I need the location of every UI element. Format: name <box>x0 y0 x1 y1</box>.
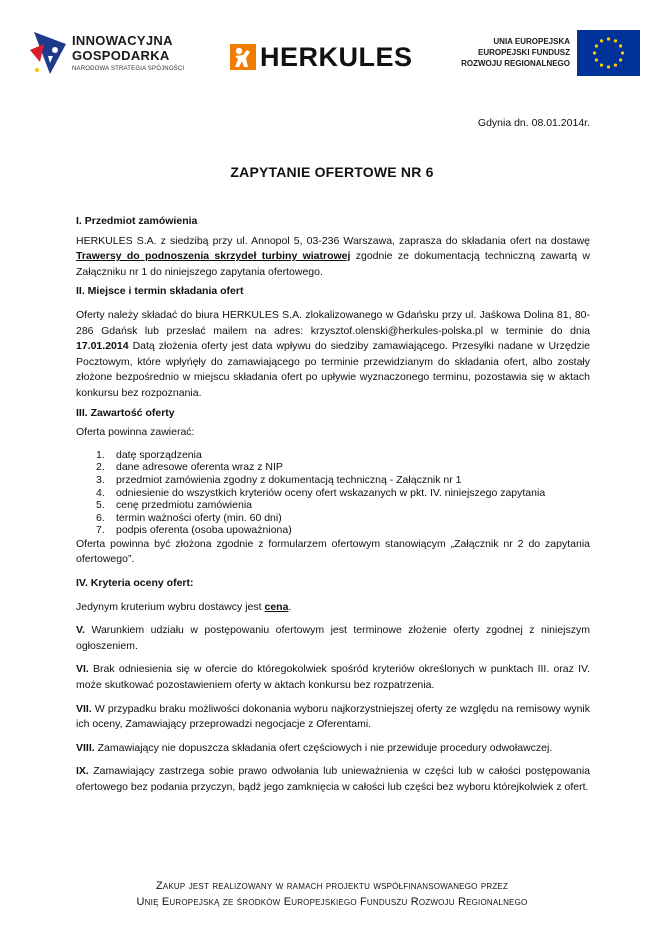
section-4-heading: IV. Kryteria oceny ofert: <box>76 577 194 590</box>
list-item-number: 1. <box>96 448 105 461</box>
list-item-text: datę sporządzenia <box>116 448 202 461</box>
order-subject: Trawersy do podnoszenia skrzydeł turbiny wiatrowej <box>76 250 351 263</box>
herkules-wordmark: HERKULES <box>260 42 413 72</box>
section-3-intro: Oferta powinna zawierać: <box>76 426 195 439</box>
section-7-label: VII. <box>76 702 92 715</box>
section-8 <box>76 741 590 757</box>
section-4-text-a: Jedynym kruterium wybru dostawcy jest <box>76 600 265 613</box>
list-item <box>76 461 590 474</box>
section-3-outro: Oferta powinna być złożona zgodnie z formularzem ofertowym stanowiącym „Załącznik nr 2 do zapytania ofertowego”. <box>76 537 590 566</box>
section-8-label: VIII. <box>76 741 95 754</box>
document-date: Gdynia dn. 08.01.2014r. <box>477 117 590 129</box>
document-body <box>76 214 590 796</box>
section-1-heading: I. Przedmiot zamówienia <box>76 215 198 227</box>
innowacyjna-gospodarka-logo <box>28 30 208 80</box>
ig-line-2: GOSPODARKA <box>72 48 170 63</box>
document-footer <box>0 878 664 910</box>
section-8-text: Zamawiający nie dopuszcza składania ofert częściowych i nie przewiduje procedury odwoławczej. <box>94 741 553 754</box>
list-item-text: podpis oferenta (osoba upoważniona) <box>116 524 292 537</box>
footer-line-2: Unię Europejską ze środków Europejskiego Funduszu Rozwoju Regionalnego <box>136 896 528 908</box>
list-item-number: 6. <box>96 511 105 524</box>
section-5-text: Warunkiem udziału w postępowaniu ofertowym jest terminowe złożenie oferty zgodnej z niniejszym ogłoszeniem. <box>76 624 590 652</box>
eu-line-2: EUROPEJSKI FUNDUSZ <box>477 48 570 57</box>
section-2-heading: II. Miejsce i termin składania ofert <box>76 285 244 298</box>
section-1-text-b: zgodnie ze dokumentacją techniczną zawartą w Załączniku nr 1 do niniejszego zapytania ofertowego. <box>76 250 590 278</box>
section-1-text <box>76 234 590 281</box>
list-item <box>76 512 590 525</box>
list-item <box>76 449 590 462</box>
section-1-text-a: HERKULES S.A. z siedzibą przy ul. Annopol 5, 03-236 Warszawa, zaprasza do składania ofert na dostawę <box>76 234 590 247</box>
section-4-text-b: . <box>288 600 292 613</box>
eu-fund-text <box>461 36 570 69</box>
document-title: ZAPYTANIE OFERTOWE NR 6 <box>230 164 434 180</box>
eu-fund-logo <box>460 30 640 80</box>
section-2-text <box>76 308 590 402</box>
section-9 <box>76 764 590 795</box>
section-7 <box>76 702 590 733</box>
section-4-text <box>76 600 590 616</box>
footer-line-1: Zakup jest realizowany w ramach projektu współfinansowanego przez <box>155 880 509 892</box>
eu-line-3: ROZWOJU REGIONALNEGO <box>461 59 570 68</box>
section-9-text: Zamawiający zastrzega sobie prawo odwołania lub unieważnienia w części lub w całości postępowania ofertowego bez podania przyczyn, bądź jego zamknięcia w całości lub części bez wyboru którejkolwiek z ofert. <box>76 765 590 793</box>
list-item <box>76 474 590 487</box>
list-item-number: 5. <box>96 499 105 512</box>
list-item-number: 7. <box>96 524 105 537</box>
eu-line-1: UNIA EUROPEJSKA <box>493 37 570 46</box>
eu-flag-icon <box>577 30 640 76</box>
list-item-text: odniesienie do wszystkich kryteriów oceny ofert wskazanych w pkt. IV. niniejszego zapytania <box>116 486 546 499</box>
herkules-emblem-icon <box>230 44 256 70</box>
list-item-number: 4. <box>96 486 105 499</box>
list-item-text: dane adresowe oferenta wraz z NIP <box>116 461 283 474</box>
list-item-number: 2. <box>96 461 105 474</box>
list-item <box>76 499 590 512</box>
list-item-text: termin ważności oferty (min. 60 dni) <box>116 511 282 524</box>
criterion-price: cena <box>264 600 289 613</box>
herkules-logo <box>230 44 420 74</box>
list-item <box>76 524 590 537</box>
section-6-text: Brak odniesienia się w ofercie do któregokolwiek spośród kryteriów określonych w punktach III. oraz IV. może skutkować pozostawieniem oferty w aktach konkursu bez rozpatrzenia. <box>76 663 590 692</box>
innowacyjna-gospodarka-emblem-icon <box>28 30 68 76</box>
ig-line-1: INNOWACYJNA <box>72 33 173 48</box>
section-5-label: V. <box>76 624 85 637</box>
deadline-date: 17.01.2014 <box>76 340 129 353</box>
list-item <box>76 487 590 500</box>
section-9-label: IX. <box>76 765 89 778</box>
section-5 <box>76 623 590 654</box>
section-2-text-a: Oferty należy składać do biura HERKULES S.A. zlokalizowanego w Gdańsku przy ul. Jaśkowa Dolina 81, 80-286 Gdańsk lub przesłać mailem na adres: krzysztof.olenski@herkules-polska.pl w terminie do dnia <box>76 308 590 337</box>
list-item-text: cenę przedmiotu zamówienia <box>116 499 252 512</box>
ig-line-3: NARODOWA STRATEGIA SPÓJNOŚCI <box>72 66 185 72</box>
list-item-number: 3. <box>96 473 105 486</box>
section-2-text-b: Datą złożenia oferty jest data wpływu do siedziby zamawiającego. Przesyłki nadane w Urzędzie Pocztowym, które wpłyńęły do zamawiającego po terminie przewidzianym do składania ofert, albo zostały złożone bezpośrednio w miejscu składania ofert po upływie wyznaczonego terminu, pozostawia się w aktach konkursu bez rozpoznania. <box>76 340 590 399</box>
section-6-label: VI. <box>76 663 89 676</box>
section-6 <box>76 662 590 693</box>
section-7-text: W przypadku braku możliwości dokonania wyboru najkorzystniejszej oferty ze względu na remisowy wynik ich oceny, Zamawiający przeprowadzi negocjacje z Oferentami. <box>76 702 590 731</box>
offer-contents-list <box>76 449 590 537</box>
section-3-heading: III. Zawartość oferty <box>76 406 175 419</box>
list-item-text: przedmiot zamówienia zgodny z dokumentacją techniczną - Załącznik nr 1 <box>116 473 462 486</box>
